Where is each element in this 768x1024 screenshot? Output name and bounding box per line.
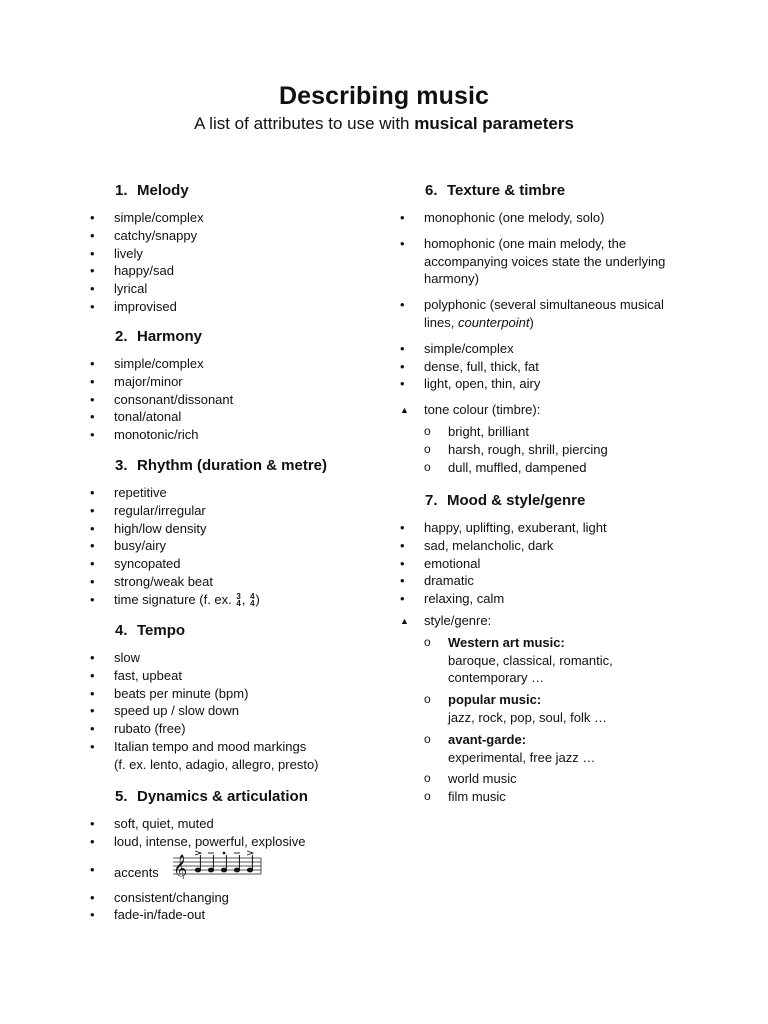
bullet-icon xyxy=(90,502,104,520)
section-heading xyxy=(115,326,390,348)
section-number: 4. xyxy=(115,622,128,639)
item-text: rubato (free) xyxy=(114,721,186,737)
list-item xyxy=(90,227,390,245)
item-text: simple/complex xyxy=(114,356,204,371)
item-text: sad, melancholic, dark xyxy=(424,537,554,553)
section-heading xyxy=(425,180,670,202)
bullet-icon xyxy=(400,296,414,314)
circle-bullet-icon: o xyxy=(424,771,431,786)
list-item xyxy=(90,667,390,685)
bullet-icon xyxy=(90,537,104,555)
item-text: style/genre: xyxy=(424,612,492,628)
bullet-icon xyxy=(90,906,104,924)
fraction-top: 4 xyxy=(250,592,255,602)
sub-list-item xyxy=(424,459,670,477)
bullet-icon xyxy=(400,358,414,376)
bullet-icon xyxy=(400,555,414,573)
sub-list-item xyxy=(424,634,670,687)
item-text: soft, quiet, muted xyxy=(114,816,214,831)
section-title: Texture & timbre xyxy=(447,182,566,199)
bullet-icon xyxy=(400,537,414,555)
bullet-icon xyxy=(90,355,104,373)
list-item-tone-colour xyxy=(400,401,670,476)
item-text: high/low density xyxy=(114,520,207,536)
bullet-icon xyxy=(90,702,104,720)
item-text: dense, full, thick, fat xyxy=(424,358,539,374)
svg-text:𝄞: 𝄞 xyxy=(172,853,187,879)
list-item xyxy=(400,572,670,590)
item-text: beats per minute (bpm) xyxy=(114,685,249,701)
section-title: Rhythm (duration & metre) xyxy=(137,457,328,474)
sub-list-item xyxy=(424,731,670,767)
item-text: fast, upbeat xyxy=(114,667,182,683)
bullet-icon xyxy=(90,555,104,573)
list-item xyxy=(90,298,390,316)
section-melody xyxy=(90,180,390,316)
section-heading xyxy=(115,786,390,808)
section-heading xyxy=(425,490,670,512)
item-text: catchy/snappy xyxy=(114,227,198,243)
list-item xyxy=(400,590,670,608)
list-item xyxy=(90,209,390,227)
item-text: monophonic (one melody, solo) xyxy=(424,210,605,225)
item-text: homophonic (one main melody, the accompanying voices state the underlying harmony) xyxy=(424,235,666,287)
bullet-icon xyxy=(90,245,104,263)
bullet-icon xyxy=(400,590,414,608)
section-heading xyxy=(115,455,390,477)
item-text: Italian tempo and mood markings xyxy=(114,738,307,754)
item-text: major/minor xyxy=(114,373,183,389)
list-item xyxy=(90,391,390,409)
bullet-icon xyxy=(90,573,104,591)
item-text: dramatic xyxy=(424,573,474,589)
list-item xyxy=(90,889,390,907)
item-text: experimental, free jazz … xyxy=(448,749,596,765)
bullet-icon xyxy=(90,520,104,538)
bullet-icon xyxy=(400,340,414,358)
list-item xyxy=(90,720,390,738)
bullet-icon xyxy=(90,649,104,667)
bullet-icon xyxy=(90,889,104,907)
list-item xyxy=(90,573,390,591)
dynamics-list xyxy=(90,815,390,924)
item-text: film music xyxy=(448,789,506,805)
item-text: jazz, rock, pop, soul, folk … xyxy=(448,709,607,725)
item-title: popular music: xyxy=(448,692,542,708)
item-text: emotional xyxy=(424,555,481,571)
item-text: tonal/atonal xyxy=(114,409,182,425)
list-item xyxy=(90,355,390,373)
bullet-icon xyxy=(90,851,104,889)
section-dynamics xyxy=(90,786,390,924)
bullet-icon xyxy=(90,833,104,851)
rhythm-list xyxy=(90,484,390,609)
section-harmony xyxy=(90,326,390,444)
list-item xyxy=(90,280,390,298)
list-item xyxy=(90,408,390,426)
item-text: consonant/dissonant xyxy=(114,391,234,407)
bullet-icon xyxy=(90,685,104,703)
fraction-bottom: 4 xyxy=(236,599,241,609)
item-text: lyrical xyxy=(114,281,148,297)
list-item xyxy=(90,426,390,444)
circle-bullet-icon: o xyxy=(424,459,431,474)
item-text-italic: counterpoint xyxy=(457,314,530,330)
bullet-icon xyxy=(90,720,104,738)
list-item xyxy=(90,815,390,833)
item-text: harsh, rough, shrill, piercing xyxy=(448,441,608,457)
section-texture xyxy=(400,180,670,476)
circle-bullet-icon: o xyxy=(424,423,431,438)
bullet-icon xyxy=(90,373,104,391)
item-text: consistent/changing xyxy=(114,889,229,905)
item-text: regular/irregular xyxy=(114,502,206,518)
list-item-accents xyxy=(90,851,390,889)
bullet-icon xyxy=(400,375,414,393)
item-text: busy/airy xyxy=(114,538,167,554)
fraction-bottom: 4 xyxy=(250,599,255,609)
subtitle-text: A list of attributes to use with xyxy=(194,114,415,133)
style-genre-sublist xyxy=(424,634,670,806)
sub-list-item xyxy=(424,423,670,441)
list-item xyxy=(400,209,670,227)
item-text: simple/complex xyxy=(114,210,204,225)
list-item xyxy=(400,375,670,393)
list-item xyxy=(90,649,390,667)
section-number: 6. xyxy=(425,182,438,199)
bullet-icon xyxy=(90,667,104,685)
sub-list-item xyxy=(424,788,670,806)
list-item-time-signature xyxy=(90,591,390,609)
list-item xyxy=(90,738,390,774)
circle-bullet-icon: o xyxy=(424,731,431,746)
bullet-icon xyxy=(90,815,104,833)
list-item xyxy=(90,555,390,573)
bullet-icon xyxy=(90,738,104,756)
list-item xyxy=(90,373,390,391)
item-text: bright, brilliant xyxy=(448,423,529,439)
bullet-icon xyxy=(90,280,104,298)
time-signature-fraction xyxy=(236,593,240,607)
section-title: Mood & style/genre xyxy=(447,492,586,509)
item-separator: , xyxy=(241,591,250,607)
section-title: Tempo xyxy=(137,622,186,639)
section-rhythm xyxy=(90,455,390,609)
item-text: dull, muffled, dampened xyxy=(448,459,587,475)
item-text: polyphonic (several simultaneous musical lines, xyxy=(424,297,664,330)
section-title: Melody xyxy=(137,182,189,199)
list-item xyxy=(90,685,390,703)
section-number: 1. xyxy=(115,182,128,199)
texture-list xyxy=(400,209,670,476)
item-text: repetitive xyxy=(114,485,167,500)
item-text-suffix: ) xyxy=(529,314,534,330)
item-text: relaxing, calm xyxy=(424,591,505,607)
page-title: Describing music xyxy=(279,82,489,110)
item-text: time signature (f. ex. xyxy=(114,591,236,607)
sub-list-item xyxy=(424,691,670,727)
bullet-icon xyxy=(90,262,104,280)
list-item xyxy=(90,484,390,502)
section-number: 7. xyxy=(425,492,438,509)
list-item xyxy=(400,340,670,358)
circle-bullet-icon: o xyxy=(424,692,431,707)
section-heading xyxy=(115,180,390,202)
triangle-bullet-icon xyxy=(400,401,414,421)
item-title: Western art music: xyxy=(448,634,565,650)
item-suffix: ) xyxy=(255,591,260,607)
list-item xyxy=(90,906,390,924)
list-item xyxy=(90,702,390,720)
item-text: baroque, classical, romantic, contemporary … xyxy=(448,652,613,686)
melody-list xyxy=(90,209,390,316)
list-item xyxy=(90,520,390,538)
list-item-style-genre xyxy=(400,612,670,806)
bullet-icon xyxy=(90,298,104,316)
tempo-list xyxy=(90,649,390,774)
bullet-icon xyxy=(400,572,414,590)
list-item xyxy=(400,296,670,332)
bullet-icon xyxy=(90,426,104,444)
bullet-icon xyxy=(90,227,104,245)
bullet-icon xyxy=(400,235,414,253)
section-mood xyxy=(400,490,670,806)
item-text: lively xyxy=(114,245,143,261)
sub-list-item xyxy=(424,441,670,459)
item-title: avant-garde: xyxy=(448,731,527,747)
item-text: simple/complex xyxy=(424,340,514,356)
page-subtitle xyxy=(0,114,768,134)
item-text: loud, intense, powerful, explosive xyxy=(114,833,306,849)
item-text: happy/sad xyxy=(114,263,174,279)
section-number: 5. xyxy=(115,788,128,805)
list-item xyxy=(400,537,670,555)
list-item xyxy=(90,537,390,555)
list-item xyxy=(90,245,390,263)
list-item xyxy=(400,235,670,288)
item-text: fade-in/fade-out xyxy=(114,907,206,923)
item-text: monotonic/rich xyxy=(114,427,199,443)
item-text: slow xyxy=(114,650,141,665)
bullet-icon xyxy=(90,484,104,502)
triangle-bullet-icon xyxy=(400,612,414,632)
harmony-list xyxy=(90,355,390,444)
item-text-continued: (f. ex. lento, adagio, allegro, presto) xyxy=(114,756,319,772)
mood-list xyxy=(400,519,670,806)
section-title: Harmony xyxy=(137,328,203,345)
section-number: 2. xyxy=(115,328,128,345)
item-text: world music xyxy=(448,771,517,787)
fraction-top: 3 xyxy=(236,592,241,602)
section-title: Dynamics & articulation xyxy=(137,788,308,805)
time-signature-fraction xyxy=(250,593,254,607)
bullet-icon xyxy=(400,519,414,537)
section-number: 3. xyxy=(115,457,128,474)
subtitle-bold: musical parameters xyxy=(414,114,574,133)
accents-notation-icon xyxy=(173,849,263,894)
bullet-icon xyxy=(90,209,104,227)
item-text: accents xyxy=(114,864,159,880)
list-item xyxy=(400,555,670,573)
tone-colour-sublist xyxy=(424,423,670,476)
list-item xyxy=(400,358,670,376)
list-item xyxy=(400,519,670,537)
item-text: improvised xyxy=(114,298,177,314)
list-item xyxy=(90,262,390,280)
circle-bullet-icon: o xyxy=(424,789,431,804)
item-text: tone colour (timbre): xyxy=(424,402,541,418)
list-item xyxy=(90,502,390,520)
bullet-icon xyxy=(400,209,414,227)
item-text: happy, uplifting, exuberant, light xyxy=(424,520,607,535)
item-text: strong/weak beat xyxy=(114,573,214,589)
item-text: light, open, thin, airy xyxy=(424,376,541,392)
circle-bullet-icon: o xyxy=(424,634,431,649)
section-tempo xyxy=(90,620,390,774)
item-text: syncopated xyxy=(114,556,181,572)
item-text: speed up / slow down xyxy=(114,703,240,719)
bullet-icon xyxy=(90,591,104,609)
section-heading xyxy=(115,620,390,642)
bullet-icon xyxy=(90,391,104,409)
circle-bullet-icon: o xyxy=(424,441,431,456)
sub-list-item xyxy=(424,770,670,788)
bullet-icon xyxy=(90,408,104,426)
